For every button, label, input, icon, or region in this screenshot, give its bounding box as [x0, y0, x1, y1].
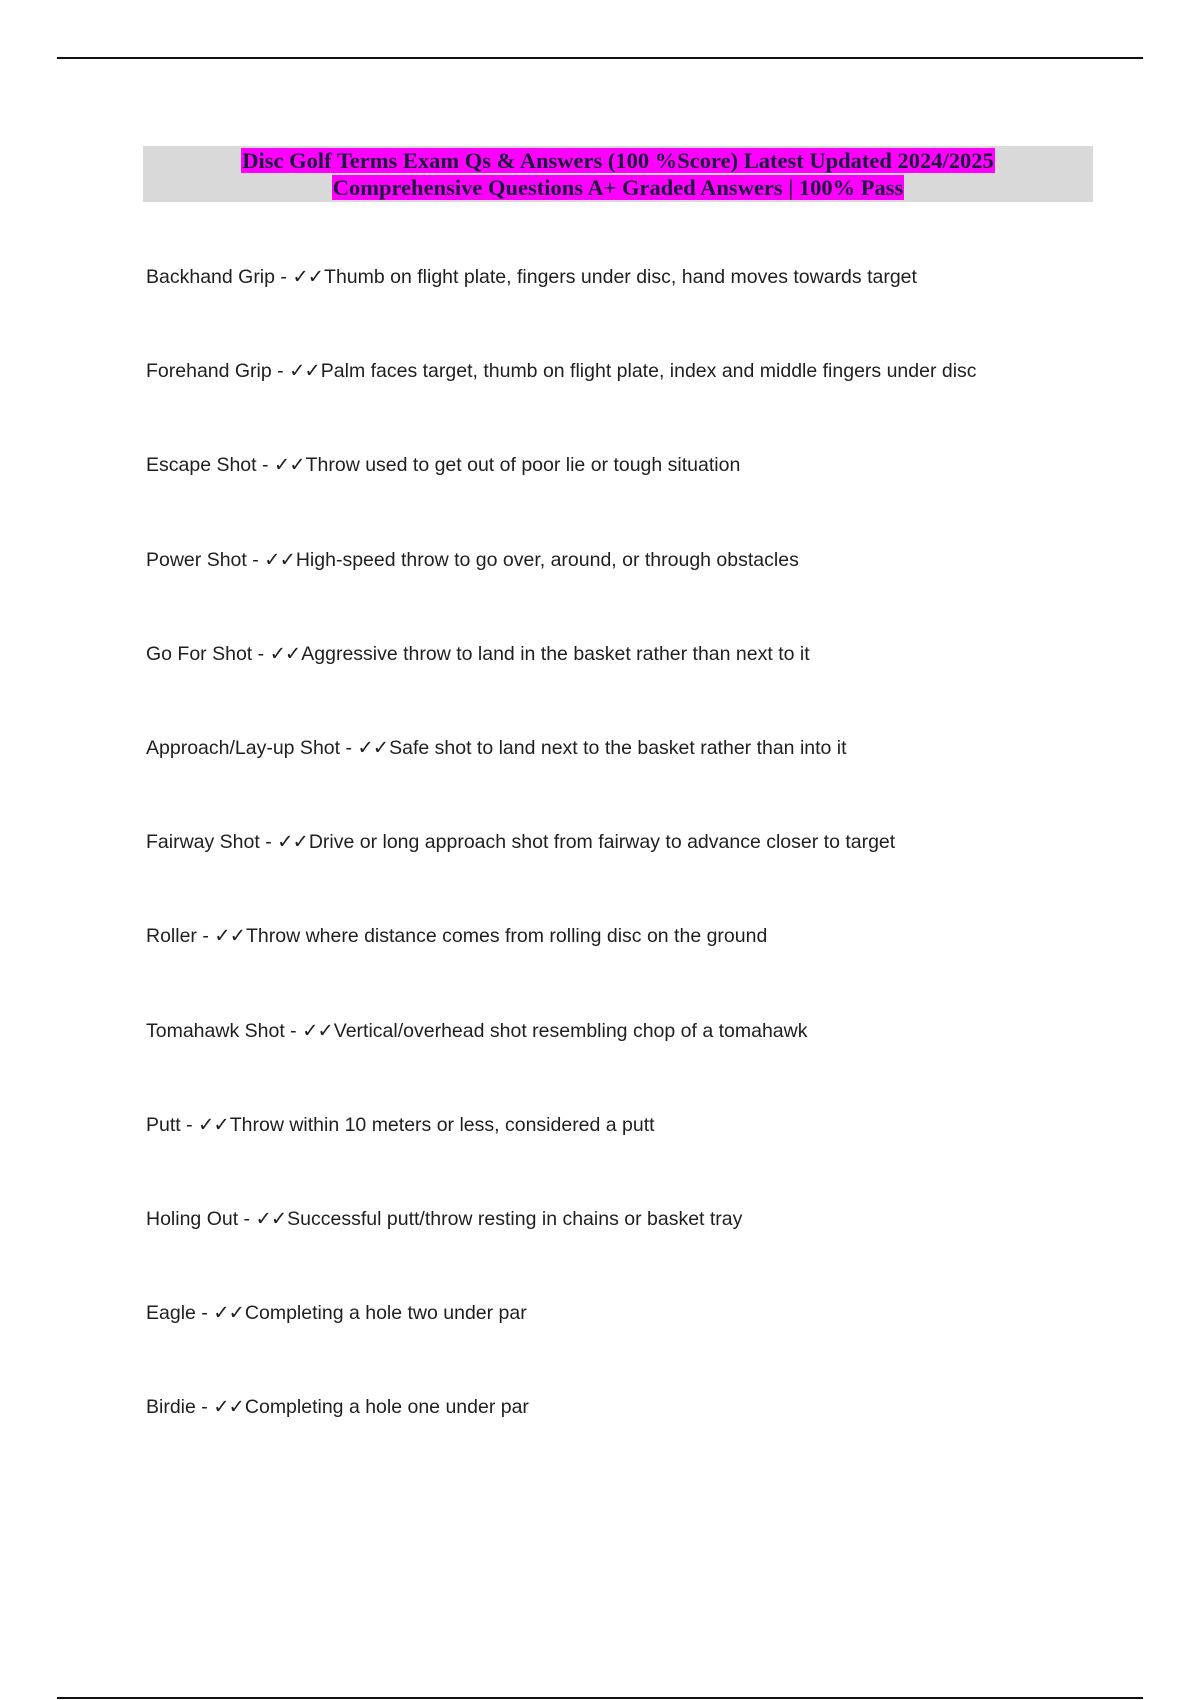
term-separator: -	[284, 1019, 303, 1042]
double-check-icon: ✓✓	[277, 831, 308, 854]
term-name: Escape Shot	[146, 454, 257, 477]
term-item	[146, 1106, 1136, 1200]
term-separator: -	[275, 266, 293, 288]
term-separator: -	[195, 1302, 214, 1325]
term-name: Backhand Grip	[146, 266, 275, 288]
term-separator: -	[238, 1207, 256, 1230]
term-separator: -	[271, 360, 290, 383]
double-check-icon: ✓✓	[255, 1207, 287, 1230]
document-title-box	[143, 146, 1093, 202]
term-separator: -	[195, 1396, 214, 1419]
term-name: Birdie	[146, 1396, 196, 1419]
terms-list	[146, 258, 1136, 1482]
term-item	[146, 446, 1136, 540]
double-check-icon: ✓✓	[289, 360, 320, 383]
term-separator: -	[196, 925, 215, 948]
term-separator: -	[256, 454, 274, 477]
title-line-1	[143, 147, 1093, 174]
double-check-icon: ✓✓	[357, 736, 389, 759]
double-check-icon: ✓✓	[273, 454, 305, 477]
term-item	[146, 352, 1136, 446]
term-separator: -	[246, 548, 265, 571]
term-name: Fairway Shot	[146, 831, 260, 854]
term-definition: Aggressive throw to land in the basket rather than next to it	[301, 642, 810, 665]
term-item	[146, 1200, 1136, 1294]
term-item	[146, 1012, 1136, 1106]
term-name: Go For Shot	[146, 642, 253, 665]
term-item	[146, 635, 1136, 729]
term-name: Tomahawk Shot	[146, 1019, 285, 1042]
title-line-2-text: Comprehensive Questions A+ Graded Answers | 100% Pass	[332, 175, 904, 200]
term-item	[146, 1388, 1136, 1482]
term-definition: Completing a hole one under par	[244, 1396, 529, 1419]
top-rule	[57, 57, 1143, 59]
term-definition: High-speed throw to go over, around, or through obstacles	[295, 548, 799, 571]
title-line-2	[143, 174, 1093, 201]
double-check-icon: ✓✓	[213, 1396, 244, 1419]
term-definition: Throw within 10 meters or less, considered a putt	[229, 1113, 655, 1136]
term-definition: Thumb on flight plate, fingers under disc, hand moves towards target	[324, 266, 917, 288]
term-separator: -	[180, 1113, 199, 1136]
double-check-icon: ✓✓	[198, 1113, 229, 1136]
term-name: Forehand Grip	[146, 360, 272, 383]
term-separator: -	[259, 831, 278, 854]
double-check-icon: ✓✓	[269, 642, 301, 665]
term-name: Approach/Lay-up Shot	[146, 736, 341, 759]
title-line-1-text: Disc Golf Terms Exam Qs & Answers (100 %Score) Latest Updated 2024/2025	[242, 148, 994, 173]
term-definition: Throw where distance comes from rolling disc on the ground	[245, 925, 768, 948]
term-name: Power Shot	[146, 548, 247, 571]
double-check-icon: ✓✓	[302, 1019, 333, 1042]
term-item	[146, 1294, 1136, 1388]
term-name: Putt	[146, 1113, 181, 1136]
term-item	[146, 729, 1136, 823]
term-definition: Vertical/overhead shot resembling chop of a tomahawk	[333, 1019, 808, 1042]
term-definition: Successful putt/throw resting in chains or basket tray	[287, 1207, 743, 1230]
term-name: Holing Out	[146, 1207, 239, 1230]
term-item	[146, 541, 1136, 635]
term-definition: Safe shot to land next to the basket rather than into it	[389, 736, 847, 759]
term-name: Eagle	[146, 1302, 196, 1325]
term-definition: Completing a hole two under par	[244, 1302, 527, 1325]
double-check-icon: ✓✓	[264, 548, 295, 571]
term-definition: Palm faces target, thumb on flight plate, index and middle fingers under disc	[320, 360, 977, 383]
term-item	[146, 917, 1136, 1011]
term-separator: -	[252, 642, 270, 665]
term-definition: Drive or long approach shot from fairway to advance closer to target	[308, 831, 896, 854]
term-separator: -	[340, 736, 358, 759]
term-name: Roller	[146, 925, 197, 948]
double-check-icon: ✓✓	[292, 266, 324, 288]
double-check-icon: ✓✓	[214, 925, 245, 948]
term-definition: Throw used to get out of poor lie or tough situation	[305, 454, 741, 477]
term-item	[146, 823, 1136, 917]
term-item	[146, 258, 1136, 352]
double-check-icon: ✓✓	[213, 1302, 244, 1325]
bottom-rule	[57, 1697, 1143, 1699]
